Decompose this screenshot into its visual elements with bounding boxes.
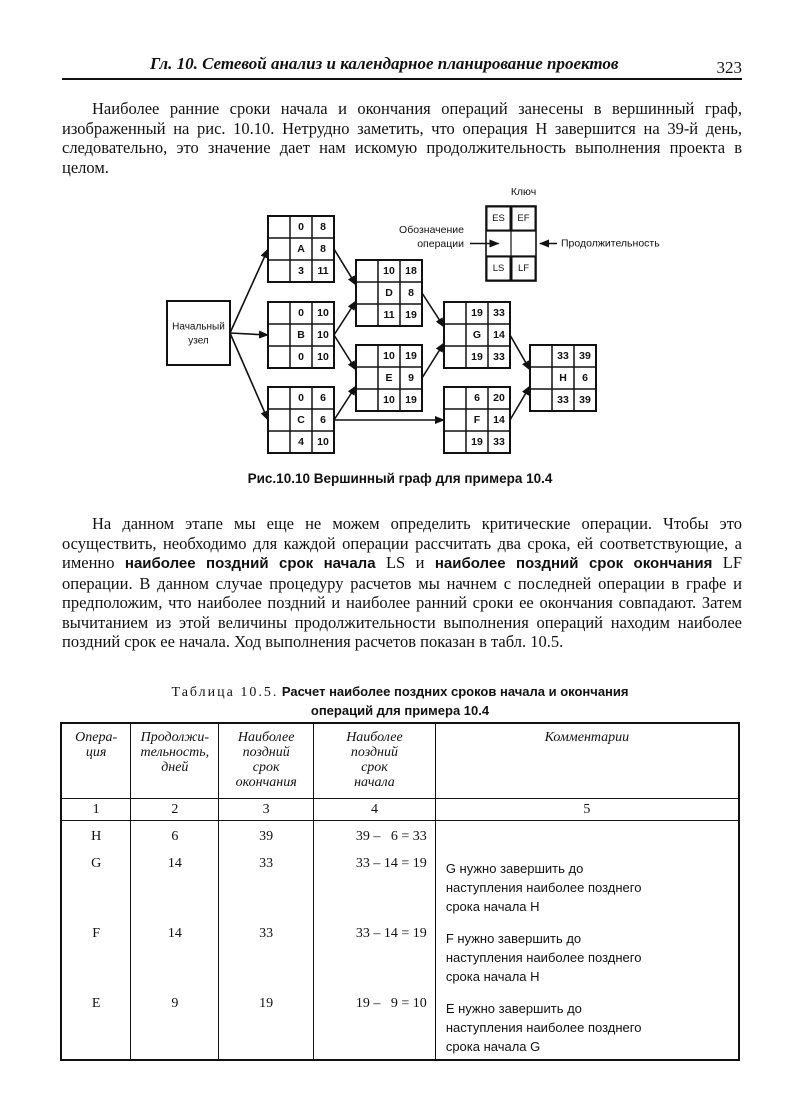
node-es: 33: [557, 350, 569, 362]
node-E: [356, 345, 422, 411]
page-number: 323: [716, 58, 742, 77]
cell-latest-start: 33 – 14 = 19: [314, 849, 436, 919]
column-header-line: поздний: [350, 745, 398, 760]
network-graph: [0, 180, 800, 480]
node-ls: 0: [298, 351, 304, 363]
node-duration: 9: [408, 372, 414, 384]
legend-lf: LF: [517, 263, 530, 274]
cell-duration: 14: [131, 849, 219, 919]
table-row: [61, 919, 739, 989]
node-ls: 19: [471, 351, 483, 363]
figure-caption: Рис.10.10 Вершинный граф для примера 10.4: [247, 471, 553, 486]
cell-latest-finish: 19: [219, 989, 314, 1060]
column-header-3: [219, 723, 314, 799]
cell-duration: 14: [131, 919, 219, 989]
node-lf: 19: [405, 309, 417, 321]
node-duration: 6: [582, 372, 588, 384]
node-es: 10: [383, 350, 395, 362]
column-header-2: [131, 723, 219, 799]
column-header-4: [314, 723, 436, 799]
column-header-line: срок: [252, 760, 280, 775]
column-header-line: Комментарии: [544, 730, 630, 745]
node-duration: 8: [408, 287, 414, 299]
column-header-line: начала: [354, 775, 395, 790]
column-number: 4: [314, 799, 436, 821]
cell-operation: F: [61, 919, 131, 989]
comment-line: F нужно завершить до: [445, 931, 582, 946]
edge-start-C: [230, 333, 268, 420]
node-ef: 39: [579, 350, 591, 362]
cell-comment: [435, 821, 739, 850]
table-caption-line2: операций для примера 10.4: [310, 703, 490, 718]
node-F: [444, 387, 510, 453]
legend-title: Ключ: [510, 186, 537, 198]
node-es: 6: [474, 392, 480, 404]
node-duration: 8: [320, 243, 326, 255]
node-id: C: [297, 414, 305, 426]
node-ls: 4: [298, 436, 304, 448]
node-lf: 10: [317, 351, 329, 363]
edge-E-G: [422, 343, 444, 378]
node-id: B: [297, 329, 305, 341]
node-ls: 3: [298, 265, 304, 277]
table-row: [61, 821, 739, 850]
cell-operation: E: [61, 989, 131, 1060]
node-ef: 8: [320, 221, 326, 233]
edge-start-A: [230, 249, 268, 333]
node-H: [530, 345, 596, 411]
node-ef: 33: [493, 307, 505, 319]
cell-latest-start: 39 – 6 = 33: [314, 821, 436, 850]
comment-line: G нужно завершить до: [445, 861, 584, 876]
paragraph-explanation-text: [62, 514, 742, 652]
column-number: 1: [61, 799, 131, 821]
node-lf: 19: [405, 394, 417, 406]
table-row: [61, 849, 739, 919]
cell-latest-start: 19 – 9 = 10: [314, 989, 436, 1060]
column-header-line: Наиболее: [237, 730, 295, 745]
column-header-line: срок: [361, 760, 388, 775]
legend-ls: LS: [492, 263, 505, 274]
start-node-box: [167, 301, 230, 365]
node-ef: 10: [317, 307, 329, 319]
cell-duration: 6: [131, 821, 219, 850]
edge-D-G: [422, 293, 444, 327]
node-id: D: [385, 287, 393, 299]
column-header-line: окончания: [235, 775, 297, 790]
cell-comment: [435, 919, 739, 989]
edge-A-D: [334, 249, 356, 285]
node-duration: 6: [320, 414, 326, 426]
table-caption: [120, 683, 680, 721]
node-G: [444, 302, 510, 368]
edge-start-B: [230, 333, 268, 335]
comment-line: E нужно завершить до: [445, 1001, 582, 1016]
node-ef: 6: [320, 392, 326, 404]
node-ls: 11: [383, 309, 395, 321]
node-lf: 33: [493, 351, 505, 363]
edge-B-E: [334, 335, 356, 370]
para2-text-1: На данном этапе мы еще не можем определить критические операции. Чтобы это осуществить, необходимо для каждой операции рассчитать два срока, ей соответствующие, а именно: [62, 514, 742, 572]
node-duration: 14: [493, 329, 505, 341]
node-duration: 10: [317, 329, 329, 341]
table-row: [61, 989, 739, 1060]
column-header-5: [435, 723, 739, 799]
para2-text-3: LF операции. В данном случае процедуру расчетов мы начнем с последней операции в графе и предположим, что наиболее поздний и наиболее ранний сроки ее окончания совпадают. Затем вычитанием из этой величины продолжительности выполнения операций находим наиболее поздний срок ее начала. Ход выполнения расчетов показан в табл. 10.5.: [62, 553, 742, 651]
latest-times-table: [60, 722, 740, 1061]
legend-operation-label: операции: [417, 238, 464, 250]
node-lf: 10: [317, 436, 329, 448]
table-header-row: [61, 723, 739, 799]
column-header-line: Наиболее: [346, 730, 403, 745]
start-node-label: узел: [188, 335, 209, 347]
cell-operation: G: [61, 849, 131, 919]
cell-duration: 9: [131, 989, 219, 1060]
node-lf: 39: [579, 394, 591, 406]
chapter-title: Гл. 10. Сетевой анализ и календарное планирование проектов: [150, 54, 619, 73]
comment-line: срока начала H: [445, 969, 540, 984]
comment-line: срока начала G: [445, 1039, 541, 1054]
comment-line: наступления наиболее позднего: [445, 950, 642, 965]
node-lf: 33: [493, 436, 505, 448]
cell-latest-finish: 33: [219, 849, 314, 919]
column-header-1: [61, 723, 131, 799]
cell-comment: [435, 989, 739, 1060]
cell-latest-start: 33 – 14 = 19: [314, 919, 436, 989]
node-ls: 10: [383, 394, 395, 406]
cell-latest-finish: 33: [219, 919, 314, 989]
start-node-label: Начальный: [172, 321, 225, 333]
paragraph-intro-text: Наиболее ранние сроки начала и окончания операций занесены в вершинный граф, изображенный на рис. 10.10. Нетрудно заметить, что операция H завершится на 39-й день, следовательно, это значение дает нам искомую продолжительность выполнения проекта в целом.: [62, 99, 742, 177]
node-id: E: [385, 372, 393, 384]
term-latest-start: наиболее поздний срок начала: [124, 555, 376, 572]
node-D: [356, 260, 422, 326]
node-id: A: [297, 243, 305, 255]
cell-comment: [435, 849, 739, 919]
legend-ef: EF: [517, 213, 530, 224]
column-header-line: поздний: [242, 745, 290, 760]
node-id: H: [559, 372, 567, 384]
comment-line: наступления наиболее позднего: [445, 880, 642, 895]
legend-duration-label: Продолжительность: [561, 237, 660, 250]
column-header-line: тельность,: [140, 745, 210, 760]
column-header-line: Продолжи-: [140, 730, 210, 745]
node-es: 10: [383, 265, 395, 277]
column-number: 3: [219, 799, 314, 821]
edge-C-E: [334, 386, 356, 420]
column-header-line: дней: [161, 760, 189, 775]
table-caption-line1: Расчет наиболее поздних сроков начала и окончания: [281, 684, 629, 699]
node-C: [268, 387, 334, 453]
cell-latest-finish: 39: [219, 821, 314, 850]
start-node: [167, 301, 230, 365]
node-es: 0: [298, 392, 304, 404]
table-body: [61, 799, 739, 1061]
column-header-line: ция: [85, 745, 107, 760]
comment-line: наступления наиболее позднего: [445, 1020, 642, 1035]
edge-B-D: [334, 301, 356, 335]
comment-line: срока начала H: [445, 899, 540, 914]
node-ls: 19: [471, 436, 483, 448]
graph-legend: [399, 186, 660, 281]
column-number-row: [61, 799, 739, 821]
node-ls: 33: [557, 394, 569, 406]
node-es: 0: [298, 307, 304, 319]
node-lf: 11: [317, 265, 329, 277]
para2-text-2: LS и: [375, 553, 435, 572]
node-ef: 20: [493, 392, 505, 404]
node-ef: 18: [405, 265, 417, 277]
column-number: 5: [435, 799, 739, 821]
node-A: [268, 216, 334, 282]
node-es: 19: [471, 307, 483, 319]
edge-F-H: [510, 386, 530, 420]
paragraph-intro: [62, 99, 742, 177]
column-number: 2: [131, 799, 219, 821]
term-latest-finish: наиболее поздний срок окончания: [434, 555, 713, 572]
node-es: 0: [298, 221, 304, 233]
node-ef: 19: [405, 350, 417, 362]
column-header-line: Опера-: [75, 730, 118, 745]
cell-operation: H: [61, 821, 131, 850]
page-header: [62, 50, 742, 80]
paragraph-explanation: [62, 514, 742, 652]
edge-G-H: [510, 335, 530, 370]
node-duration: 14: [493, 414, 505, 426]
node-id: G: [472, 329, 482, 341]
legend-es: ES: [492, 213, 505, 224]
table-caption-label: Таблица 10.5.: [171, 685, 279, 700]
legend-operation-label: Обозначение: [399, 224, 464, 236]
node-B: [268, 302, 334, 368]
node-id: F: [473, 414, 481, 426]
